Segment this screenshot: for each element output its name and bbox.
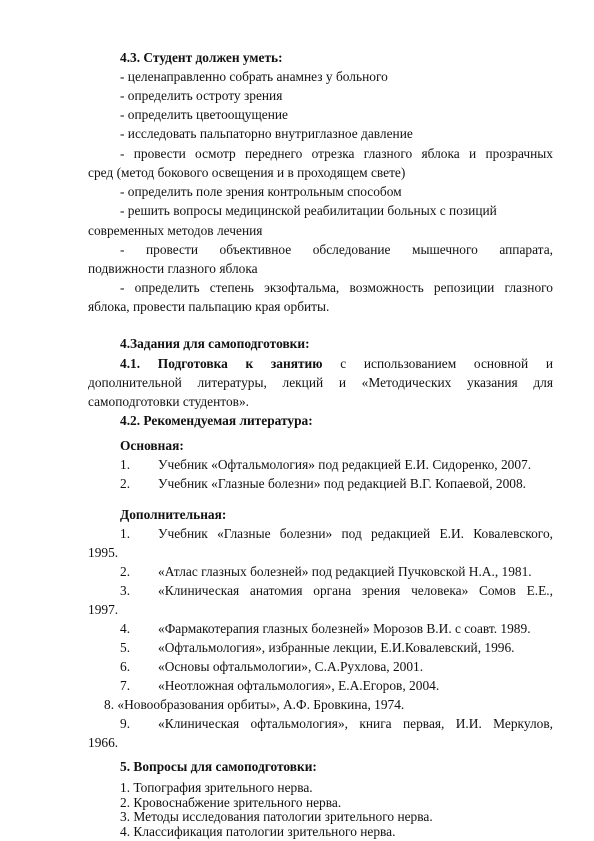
literature-item-continuation: 1995. bbox=[88, 545, 119, 560]
paragraph-4-1 bbox=[120, 354, 553, 374]
section-heading-5: 5. Вопросы для самоподготовки: bbox=[120, 759, 317, 774]
question-item: 3. Методы исследования патологии зрительного нерва. bbox=[120, 809, 433, 824]
literature-item: «Клиническая анатомия органа зрения человека» Сомов Е.Е., bbox=[158, 583, 553, 598]
paragraph-4-1-line: самоподготовки студентов». bbox=[88, 394, 250, 409]
main-literature-heading: Основная: bbox=[120, 438, 184, 453]
question-item: 1. Топография зрительного нерва. bbox=[120, 780, 313, 795]
skill-item-continuation: яблока, провести пальпацию края орбиты. bbox=[88, 299, 330, 314]
paragraph-4-1-line: дополнительной литературы, лекций и «Методических указания для bbox=[88, 375, 553, 390]
section-heading-4: 4.Задания для самоподготовки: bbox=[120, 336, 310, 351]
skill-item-continuation: подвижности глазного яблока bbox=[88, 261, 258, 276]
literature-item: «Клиническая офтальмология», книга первая, И.И. Меркулов, bbox=[158, 716, 553, 731]
section-heading-4-2: 4.2. Рекомендуемая литература: bbox=[120, 413, 313, 428]
additional-literature-heading: Дополнительная: bbox=[120, 507, 227, 522]
skill-item: - определить остроту зрения bbox=[120, 88, 283, 103]
paragraph-4-1-text: с использованием основной и bbox=[322, 356, 554, 371]
skill-item-continuation: современных методов лечения bbox=[88, 223, 263, 238]
skill-item-continuation: сред (метод бокового освещения и в проходящем свете) bbox=[88, 165, 406, 180]
literature-item: 4. «Фармакотерапия глазных болезней» Морозов В.И. с соавт. 1989. bbox=[120, 621, 531, 636]
skill-item: - решить вопросы медицинской реабилитации больных с позиций bbox=[120, 203, 497, 218]
literature-number: 1. bbox=[120, 526, 131, 541]
question-item: 4. Классификация патологии зрительного нерва. bbox=[120, 823, 396, 839]
skill-item: - определить цветоощущение bbox=[120, 107, 288, 122]
literature-item: 6. «Основы офтальмологии», С.А.Рухлова, 2001. bbox=[120, 659, 424, 674]
literature-item: Учебник «Глазные болезни» под редакцией Е.И. Ковалевского, bbox=[158, 526, 553, 541]
literature-number: 9. bbox=[120, 716, 131, 731]
literature-item: 7. «Неотложная офтальмология», Е.А.Егоров, 2004. bbox=[120, 678, 440, 693]
literature-item: 1. Учебник «Офтальмология» под редакцией Е.И. Сидоренко, 2007. bbox=[120, 457, 532, 472]
literature-item: 2. Учебник «Глазные болезни» под редакцией В.Г. Копаевой, 2008. bbox=[120, 476, 527, 491]
section-heading-4-3: 4.3. Студент должен уметь: bbox=[120, 50, 283, 65]
literature-item: 2. «Атлас глазных болезней» под редакцией Пучковской Н.А., 1981. bbox=[120, 564, 532, 579]
question-item: 2. Кровоснабжение зрительного нерва. bbox=[120, 794, 342, 810]
literature-item: 8. «Новообразования орбиты», А.Ф. Бровкина, 1974. bbox=[104, 697, 405, 712]
skill-item: - провести объективное обследование мышечного аппарата, bbox=[120, 242, 553, 257]
literature-item-continuation: 1966. bbox=[88, 735, 119, 750]
skill-item: - провести осмотр переднего отрезка глазного яблока и прозрачных bbox=[120, 146, 553, 161]
literature-item-continuation: 1997. bbox=[88, 602, 119, 617]
literature-number: 3. bbox=[120, 583, 131, 598]
paragraph-4-1-bold: 4.1. Подготовка к занятию bbox=[120, 356, 323, 371]
skill-item: - целенаправленно собрать анамнез у больного bbox=[120, 69, 388, 84]
skill-item: - определить поле зрения контрольным способом bbox=[120, 184, 402, 199]
skill-item: - определить степень экзофтальма, возможность репозиции глазного bbox=[120, 280, 553, 295]
skill-item: - исследовать пальпаторно внутриглазное давление bbox=[120, 126, 413, 141]
literature-item: 5. «Офтальмология», избранные лекции, Е.И.Ковалевский, 1996. bbox=[120, 640, 515, 655]
